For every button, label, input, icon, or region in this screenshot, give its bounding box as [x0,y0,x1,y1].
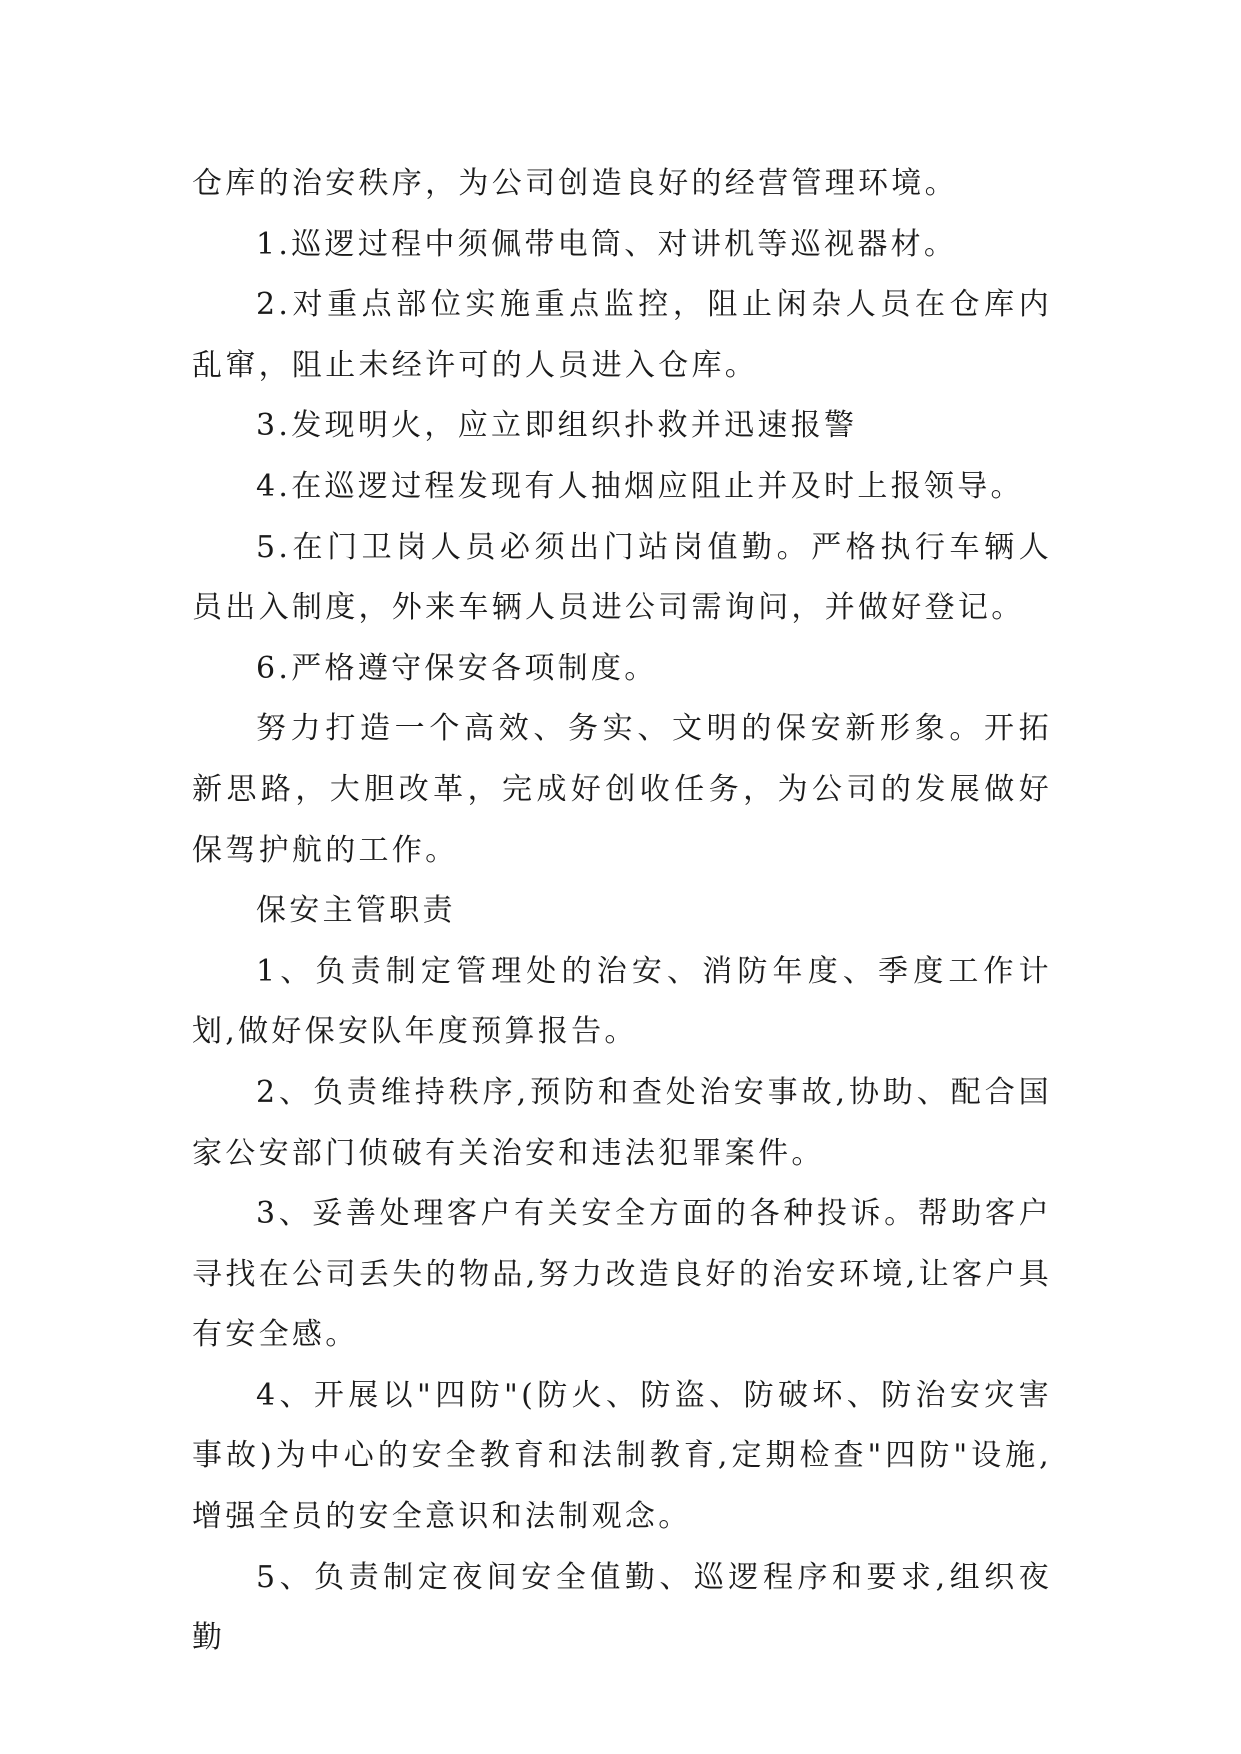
document-body [192,154,1052,1669]
duty-item-1: 1、负责制定管理处的治安、消防年度、季度工作计划,做好保安队年度预算报告。 [192,953,1052,1050]
paragraph-item-2: 2.对重点部位实施重点监控，阻止闲杂人员在仓库内乱窜，阻止未经许可的人员进入仓库。 [192,287,1052,383]
paragraph-item-5: 5.在门卫岗人员必须出门站岗值勤。严格执行车辆人员出入制度，外来车辆人员进公司需询问，并做好登记。 [192,529,1052,626]
duty-item-2: 2、负责维持秩序,预防和查处治安事故,协助、配合国家公安部门侦破有关治安和违法犯罪案件。 [192,1074,1052,1171]
paragraph-item-3: 3.发现明火，应立即组织扑救并迅速报警 [256,408,858,444]
duty-item-5: 5、负责制定夜间安全值勤、巡逻程序和要求,组织夜勤 [192,1559,1052,1656]
paragraph-summary: 努力打造一个高效、务实、文明的保安新形象。开拓新思路，大胆改革，完成好创收任务，为公司的发展做好保驾护航的工作。 [192,711,1052,868]
duty-item-3: 3、妥善处理客户有关安全方面的各种投诉。帮助客户寻找在公司丢失的物品,努力改造良好的治安环境,让客户具有安全感。 [192,1196,1052,1353]
paragraph-item-4: 4.在巡逻过程发现有人抽烟应阻止并及时上报领导。 [256,468,1024,504]
section-heading: 保安主管职责 [256,893,456,929]
duty-item-4: 4、开展以"四防"(防火、防盗、防破坏、防治安灾害事故)为中心的安全教育和法制教育,定期检查"四防"设施,增强全员的安全意识和法制观念。 [192,1377,1052,1535]
paragraph-continuation: 仓库的治安秩序，为公司创造良好的经营管理环境。 [192,166,958,201]
paragraph-item-1: 1.巡逻过程中须佩带电筒、对讲机等巡视器材。 [256,226,958,262]
paragraph-item-6: 6.严格遵守保安各项制度。 [256,650,658,686]
